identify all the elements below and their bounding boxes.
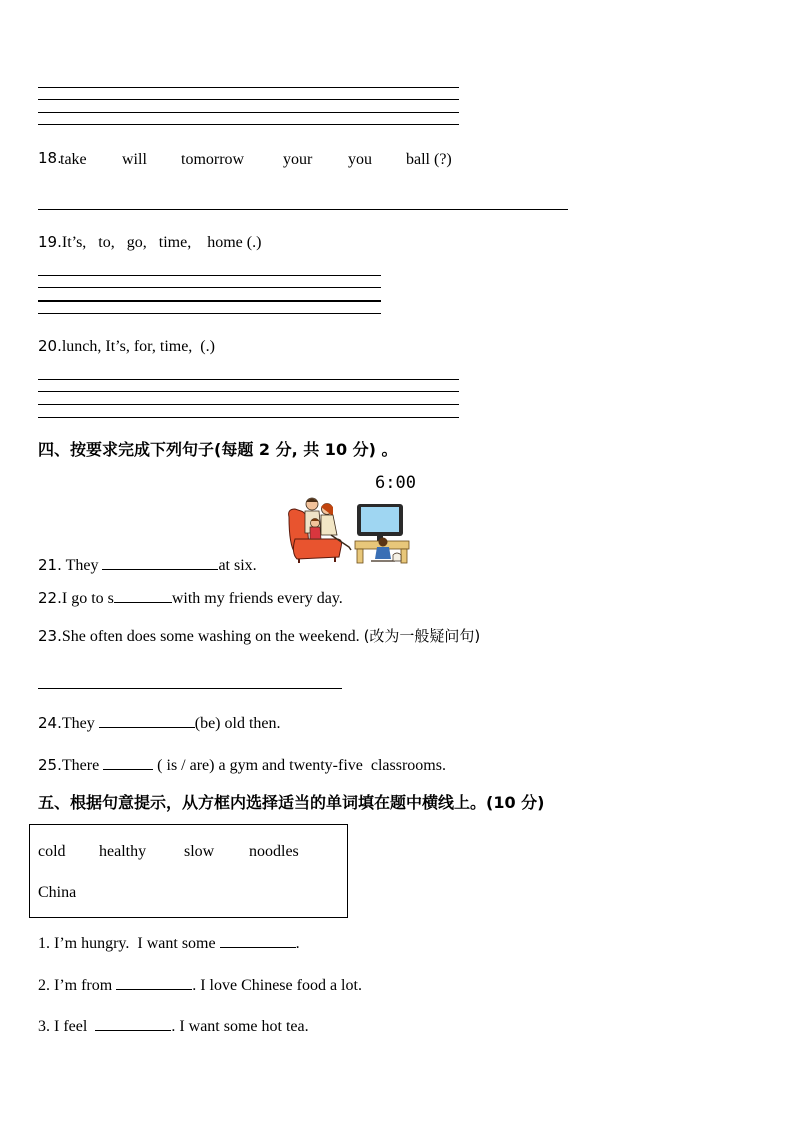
answer-line	[38, 209, 568, 210]
question-instruction: (改为一般疑问句)	[363, 627, 481, 645]
answer-line	[38, 391, 459, 392]
word-box-item: China	[38, 884, 77, 901]
family-watching-tv-illustration	[285, 495, 413, 565]
word-box	[29, 824, 348, 918]
answer-line	[38, 275, 381, 276]
question-text-after: . I love Chinese food a lot.	[192, 977, 362, 994]
question-19	[38, 235, 261, 251]
question-23	[38, 629, 480, 645]
word-box-item: healthy	[99, 843, 147, 860]
answer-line	[38, 404, 459, 405]
answer-line[interactable]	[38, 688, 342, 689]
question-22	[38, 588, 343, 607]
question-text-before: They	[61, 557, 103, 574]
section-4-heading: 四、按要求完成下列句子(每题 2 分, 共 10 分) 。	[38, 440, 398, 459]
question-text-after: (be) old then.	[194, 715, 281, 732]
answer-line	[38, 300, 381, 302]
question-number: 23.	[38, 627, 62, 645]
question-text-after: .	[295, 935, 300, 952]
answer-line	[38, 287, 381, 288]
answer-blank[interactable]	[103, 755, 153, 770]
question-18	[38, 151, 62, 167]
question-text-after: . I want some hot tea.	[171, 1018, 309, 1035]
answer-blank[interactable]	[99, 713, 195, 728]
question-24	[38, 713, 280, 732]
answer-line	[38, 87, 459, 88]
answer-line	[38, 379, 459, 380]
question-text-before: 2. I’m from	[38, 977, 117, 994]
question-text: She often does some washing on the weekend.	[61, 628, 364, 645]
question-text: lunch, It’s, for, time, (.)	[61, 338, 215, 355]
answer-line	[38, 112, 459, 113]
question-text-before: There	[61, 757, 104, 774]
section-5-question-2	[38, 975, 362, 994]
word-box-item: slow	[184, 843, 215, 860]
answer-blank[interactable]	[95, 1016, 171, 1031]
question-number: 20.	[38, 337, 62, 355]
question-25	[38, 755, 446, 774]
question-text-before: 3. I feel	[38, 1018, 96, 1035]
question-number: 25.	[38, 756, 62, 774]
word: you	[348, 151, 372, 168]
question-text-after: at six.	[218, 557, 257, 574]
word: take	[60, 151, 87, 168]
word-box-item: cold	[38, 843, 66, 860]
section-5-heading: 五、根据句意提示，从方框内选择适当的单词填在题中横线上。(10 分)	[38, 793, 545, 812]
section-5-question-1	[38, 933, 300, 952]
question-20	[38, 339, 215, 355]
answer-blank[interactable]	[114, 588, 172, 603]
word: will	[122, 151, 147, 168]
question-number: 19.	[38, 233, 62, 251]
question-number: 18.	[38, 149, 62, 167]
answer-line	[38, 124, 459, 125]
question-text-after: with my friends every day.	[171, 590, 343, 607]
section-5-question-3	[38, 1016, 309, 1035]
question-text-before: 1. I’m hungry. I want some	[38, 935, 220, 952]
answer-line	[38, 313, 381, 314]
answer-blank[interactable]	[102, 555, 218, 570]
answer-line	[38, 417, 459, 418]
clock-time: 6:00	[375, 473, 416, 493]
word: your	[283, 151, 313, 168]
word: ball (?)	[406, 151, 452, 168]
question-text-before: I go to s	[61, 590, 114, 607]
answer-line	[38, 99, 459, 100]
question-number: 22.	[38, 589, 62, 607]
question-text: It’s, to, go, time, home (.)	[61, 234, 262, 251]
word: tomorrow	[181, 151, 245, 168]
question-text-before: They	[61, 715, 99, 732]
word-box-item: noodles	[249, 843, 299, 860]
question-number: 24.	[38, 714, 62, 732]
question-number: 21.	[38, 556, 62, 574]
answer-blank[interactable]	[116, 975, 192, 990]
question-text-after: ( is / are) a gym and twenty-five classrooms.	[153, 757, 446, 774]
answer-blank[interactable]	[220, 933, 296, 948]
question-21	[38, 555, 257, 574]
